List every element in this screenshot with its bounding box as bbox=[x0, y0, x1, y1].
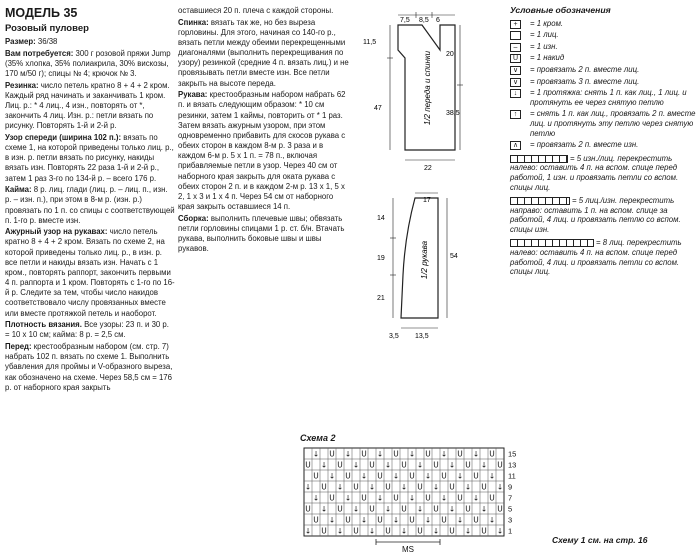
chart-stitch-symbol: ↓ bbox=[352, 504, 360, 514]
chart-stitch-symbol: ↓ bbox=[448, 460, 456, 470]
chart-stitch-symbol: U bbox=[425, 449, 431, 459]
legend-item bbox=[510, 53, 698, 63]
chart-stitch-symbol: ↓ bbox=[440, 493, 448, 503]
dim-sleeve-cap: 14 bbox=[377, 215, 385, 222]
chart-stitch-symbol: U bbox=[465, 504, 471, 514]
legend bbox=[510, 6, 698, 279]
legend-item-text: = снять 1 п. как лиц., провязать 2 п. вместе лиц. и протянуть эту петлю через снятую петлю bbox=[530, 109, 696, 138]
chart-stitch-symbol: ↓ bbox=[424, 515, 432, 525]
chart-stitch-symbol: ↓ bbox=[424, 471, 432, 481]
legend-symbol-icon bbox=[510, 31, 521, 40]
chart-stitch-symbol: U bbox=[361, 493, 367, 503]
legend-item bbox=[510, 42, 698, 52]
chart-stitch-symbol: ↓ bbox=[360, 471, 368, 481]
dim-sleeve-edge: 3,5 bbox=[389, 333, 399, 340]
chart-stitch-symbol: ↓ bbox=[368, 482, 376, 492]
chart-row-number: 3 bbox=[508, 515, 513, 525]
col1-paragraph-label: Ажурный узор на рукавах: bbox=[5, 227, 108, 237]
col2-paragraph-label: Спинка: bbox=[178, 17, 209, 27]
col1-body bbox=[5, 37, 175, 393]
col1-paragraph bbox=[5, 342, 175, 393]
chart-stitch-symbol: ↓ bbox=[320, 460, 328, 470]
chart-stitch-symbol: U bbox=[417, 482, 423, 492]
legend-item bbox=[510, 19, 698, 29]
col2-paragraph-text: выполнить плечевые швы; обвязать петли горловины спицами 1 р. ст. б/н. Втачать рукава, выполнить боковые швы и швы рукавов. bbox=[178, 213, 345, 254]
col1-paragraph-text: Все узоры: 23 п. и 30 р. = 10 x 10 см; кайма: 8 р. = 2,5 см. bbox=[5, 320, 169, 340]
legend-item bbox=[510, 65, 698, 75]
chart-stitch-symbol: U bbox=[449, 482, 455, 492]
legend-cable-item bbox=[510, 196, 698, 234]
chart-stitch-symbol: ↓ bbox=[464, 526, 472, 536]
chart-stitch-symbol: U bbox=[409, 471, 415, 481]
dim-top-3: 6 bbox=[436, 17, 440, 24]
col1-paragraph-text: 36/38 bbox=[35, 37, 58, 46]
legend-symbol-icon: ∨ bbox=[510, 66, 521, 75]
chart-stitch-symbol: ↓ bbox=[368, 526, 376, 536]
chart-stitch-symbol: ↓ bbox=[456, 515, 464, 525]
chart-stitch-symbol: ↓ bbox=[312, 449, 320, 459]
chart-stitch-symbol: U bbox=[369, 460, 375, 470]
cable-symbol-icon bbox=[510, 239, 594, 247]
col1-paragraph bbox=[5, 37, 175, 47]
chart-stitch-symbol: ↓ bbox=[416, 504, 424, 514]
chart-stitch-symbol: ↓ bbox=[432, 482, 440, 492]
col2-paragraph-text: оставшиеся 20 п. плеча с каждой стороны. bbox=[178, 6, 334, 15]
col1-paragraph-text: крестообразным набором (см. стр. 7) набрать 102 п. вязать по схеме 1. Выполнить убавления для проймы и V-образного выреза, как обозначено на схеме. Через 58,5 см = 176 р. от наборного края закрыть bbox=[5, 342, 173, 392]
chart-row-number: 7 bbox=[508, 493, 513, 503]
col2-paragraph bbox=[178, 214, 350, 255]
chart-stitch-symbol: ↓ bbox=[448, 504, 456, 514]
dim-top-2: 8,5 bbox=[419, 17, 429, 24]
chart-stitch-symbol: ↓ bbox=[400, 482, 408, 492]
col1-paragraph-text: 8 р. лиц. глади (лиц. р. – лиц. п., изн. р. – изн. п.), при этом в 8-м р. (изн. р.) провязать по 1 п. со спицы с соответствующей п. 1-го р. вместе изн. bbox=[5, 185, 175, 225]
legend-item-text: = 1 накид bbox=[530, 53, 565, 63]
col1-paragraph-text: число петель кратно 8 + 4 + 2 кром. Каждый ряд начинать и заканчивать 1 кром. Лиц. р.: * 4 лиц., 4 изн., повторять от *, закончить 4 лиц. Изн. р.: петли вязать по рисунку. Повторять 1-й и 2-й р. bbox=[5, 80, 170, 131]
dim-left-height: 47 bbox=[374, 105, 382, 112]
chart-stitch-symbol: ↓ bbox=[328, 515, 336, 525]
col1-paragraph bbox=[5, 185, 175, 226]
chart-stitch-symbol: U bbox=[337, 504, 343, 514]
footer-note: Схему 1 см. на стр. 16 bbox=[552, 535, 648, 545]
chart-title: Схема 2 bbox=[300, 433, 336, 443]
front-back-schema bbox=[360, 10, 470, 175]
sleeve-schema-label: 1/2 рукава bbox=[420, 240, 429, 280]
legend-items bbox=[510, 19, 698, 150]
legend-symbol-icon: ↓ bbox=[510, 89, 521, 98]
legend-title: Условные обозначения bbox=[510, 5, 611, 15]
chart-stitch-symbol: U bbox=[313, 471, 319, 481]
legend-cable-text: = 8 лиц. перекрестить налево: оставить 4 п. на вспом. спице перед работой, 4 лиц. и провязать петли со вспом. спицы лиц. bbox=[510, 238, 682, 277]
sleeve-schema bbox=[365, 190, 475, 345]
chart-stitch-symbol: ↓ bbox=[432, 526, 440, 536]
dim-sleeve-mid: 19 bbox=[377, 255, 385, 262]
chart-stitch-symbol: U bbox=[473, 515, 479, 525]
legend-item-text: = 1 кром. bbox=[530, 18, 564, 28]
legend-cables bbox=[510, 154, 698, 277]
dim-sleeve-low: 21 bbox=[377, 295, 385, 302]
chart-stitch-symbol: U bbox=[305, 504, 311, 514]
chart-stitch-symbol: U bbox=[457, 493, 463, 503]
chart-row-number: 5 bbox=[508, 504, 513, 514]
chart-stitch-symbol: ↓ bbox=[416, 460, 424, 470]
chart-stitch-symbol: U bbox=[433, 460, 439, 470]
chart-stitch-symbol: ↓ bbox=[464, 482, 472, 492]
legend-symbol-icon: ∧ bbox=[510, 141, 521, 150]
legend-cable-item bbox=[510, 154, 698, 192]
legend-item bbox=[510, 30, 698, 40]
dim-left-armhole: 11,5 bbox=[363, 39, 377, 46]
cable-symbol-icon bbox=[510, 155, 568, 163]
col2-paragraph-text: крестообразным набором набрать 62 п. и вязать следующим образом: * 10 см резинки, затем 1 каймы, повторить от * 1 раз. Затем вязать ажурным узором, при этом одновременно прибавить для скосов рукава с обеих сторон в каждом 8-м р. 3 раза и в каждом 6-м р. 5 x 1 п. = 78 п., включая прибавляемые петли в узор. Через 40 см от наборного края закрыть для оката рукава с обеих сторон 2 п. и в каждом 2-м р. 13 x 1, 5 x 2, 1 x 3 и 1 x 4 п. Через 54 см от наборного края закрыть оставшиеся 14 п. bbox=[178, 90, 346, 211]
chart-stitch-symbol: U bbox=[473, 471, 479, 481]
rapport-label: MS bbox=[402, 545, 414, 554]
legend-cable-text: = 5 изн./лиц. перекрестить налево: оставить 4 п. на вспом. спице перед работой, 1 изн. и провязать петли со вспом. спицы лиц. bbox=[510, 153, 679, 192]
col1-paragraph bbox=[5, 320, 175, 340]
chart-stitch-symbol: ↓ bbox=[408, 449, 416, 459]
chart-stitch-symbol: ↓ bbox=[304, 482, 312, 492]
front-schema-label: 1/2 переда и спинки bbox=[423, 50, 432, 126]
chart-stitch-symbol: U bbox=[329, 449, 335, 459]
chart-stitch-symbol: U bbox=[385, 526, 391, 536]
chart-stitch-symbol: U bbox=[321, 482, 327, 492]
col1-paragraph-label: Плотность вязания. bbox=[5, 320, 82, 330]
chart-stitch-symbol: U bbox=[401, 460, 407, 470]
chart-stitch-symbol: ↓ bbox=[384, 504, 392, 514]
chart-stitch-symbol: ↓ bbox=[480, 504, 488, 514]
instructions-column-1 bbox=[5, 6, 175, 394]
chart-stitch-symbol: U bbox=[417, 526, 423, 536]
chart-stitch-symbol: ↓ bbox=[408, 493, 416, 503]
col1-paragraph-label: Размер: bbox=[5, 37, 36, 46]
col1-paragraph-text: вязать по схеме 1, на которой приведены только лиц. р., в изн. р. петли вязать по рисунку, накиды вязать изн. Повторять 22 раза 1-й и 2-й р., затем 1 раз 3-го по 134-й р. – всего 176 р. bbox=[5, 132, 174, 183]
legend-item bbox=[510, 109, 698, 138]
chart-row-number: 9 bbox=[508, 482, 513, 492]
chart-stitch-symbol: ↓ bbox=[344, 449, 352, 459]
chart-stitch-symbol: U bbox=[313, 515, 319, 525]
chart-row-number: 11 bbox=[508, 471, 516, 481]
chart-row-number: 15 bbox=[508, 449, 517, 459]
chart-stitch-symbol: U bbox=[481, 526, 487, 536]
col1-paragraph-label: Резинка: bbox=[5, 80, 39, 90]
chart-stitch-symbol: U bbox=[481, 482, 487, 492]
chart-stitch-symbol: ↓ bbox=[472, 449, 480, 459]
col1-paragraph bbox=[5, 227, 175, 318]
legend-cable-text: = 5 лиц./изн. перекрестить направо: оставить 1 п. на вспом. спице за работой, 4 лиц. и провязать петлю со вспом. спицы изн. bbox=[510, 196, 681, 234]
chart-stitch-symbol: U bbox=[353, 482, 359, 492]
legend-cable-item bbox=[510, 238, 698, 276]
dim-bottom-width: 22 bbox=[424, 165, 432, 172]
legend-item-text: = провязать 2 п. вместе лиц. bbox=[530, 64, 640, 74]
col1-paragraph bbox=[5, 49, 175, 79]
model-subtitle: Розовый пуловер bbox=[5, 23, 89, 34]
legend-item bbox=[510, 88, 698, 107]
col2-paragraph-text: вязать так же, но без выреза горловины. Для этого, начиная со 140-го р., вязать петли между обеими перекрещенными диагоналями (выполнить перекрещивания по узору) резинкой (средние 4 п. вязать лиц.) и не провязывать петли вместе изн. Все петли закрыть на высоте переда. bbox=[178, 17, 349, 88]
legend-item-text: = 1 изн. bbox=[530, 41, 558, 51]
chart-stitch-symbol: U bbox=[337, 460, 343, 470]
chart-stitch-symbol: U bbox=[361, 449, 367, 459]
legend-item bbox=[510, 77, 698, 87]
lace-chart bbox=[300, 444, 530, 556]
chart-row-number: 13 bbox=[508, 460, 517, 470]
chart-stitch-symbol: ↓ bbox=[488, 515, 496, 525]
chart-stitch-symbol: U bbox=[369, 504, 375, 514]
dim-right-body: 38,5 bbox=[446, 110, 460, 117]
chart-stitch-symbol: U bbox=[497, 504, 503, 514]
chart-stitch-symbol: U bbox=[465, 460, 471, 470]
chart-stitch-symbol: ↓ bbox=[480, 460, 488, 470]
col2-paragraph bbox=[178, 90, 350, 212]
chart-stitch-symbol: ↓ bbox=[392, 471, 400, 481]
chart-stitch-symbol: U bbox=[497, 460, 503, 470]
chart-stitch-symbol: ↓ bbox=[496, 526, 504, 536]
legend-symbol-icon: + bbox=[510, 20, 521, 29]
dim-top-1: 7,5 bbox=[400, 17, 410, 24]
chart-stitch-symbol: ↓ bbox=[360, 515, 368, 525]
chart-stitch-symbol: U bbox=[345, 515, 351, 525]
chart-stitch-symbol: U bbox=[321, 526, 327, 536]
chart-stitch-symbol: ↓ bbox=[352, 460, 360, 470]
chart-stitch-symbol: ↓ bbox=[376, 493, 384, 503]
col1-paragraph-label: Перед: bbox=[5, 342, 32, 352]
chart-stitch-symbol: U bbox=[441, 471, 447, 481]
legend-symbol-icon: ∨ bbox=[510, 78, 521, 87]
chart-stitch-symbol: ↓ bbox=[336, 482, 344, 492]
chart-stitch-symbol: U bbox=[377, 515, 383, 525]
chart-stitch-symbol: ↓ bbox=[320, 504, 328, 514]
chart-stitch-symbol: ↓ bbox=[488, 471, 496, 481]
col2-paragraph-label: Рукава: bbox=[178, 90, 208, 100]
chart-stitch-symbol: ↓ bbox=[400, 526, 408, 536]
chart-stitch-symbol: ↓ bbox=[440, 449, 448, 459]
chart-stitch-symbol: U bbox=[401, 504, 407, 514]
chart-stitch-symbol: ↓ bbox=[456, 471, 464, 481]
chart-stitch-symbol: ↓ bbox=[312, 493, 320, 503]
chart-stitch-symbol: ↓ bbox=[328, 471, 336, 481]
chart-stitch-symbol: U bbox=[345, 471, 351, 481]
chart-stitch-symbol: ↓ bbox=[496, 482, 504, 492]
chart-stitch-symbol: U bbox=[377, 471, 383, 481]
dim-sleeve-length: 54 bbox=[450, 253, 458, 260]
legend-item-text: = 1 протяжка: снять 1 п. как лиц., 1 лиц. и протянуть ее через снятую петлю bbox=[530, 88, 687, 107]
legend-symbol-icon: ↑ bbox=[510, 110, 521, 119]
col1-paragraph-label: Вам потребуется: bbox=[5, 48, 74, 58]
chart-stitch-symbol: U bbox=[433, 504, 439, 514]
chart-stitch-symbol: ↓ bbox=[384, 460, 392, 470]
col1-paragraph-label: Кайма: bbox=[5, 185, 32, 195]
legend-symbol-icon: U bbox=[510, 54, 521, 63]
chart-stitch-symbol: ↓ bbox=[304, 526, 312, 536]
chart-stitch-symbol: ↓ bbox=[336, 526, 344, 536]
col1-paragraph bbox=[5, 81, 175, 132]
chart-row-number: 1 bbox=[508, 526, 513, 536]
chart-stitch-symbol: U bbox=[449, 526, 455, 536]
chart-stitch-symbol: U bbox=[393, 449, 399, 459]
chart-stitch-symbol: U bbox=[329, 493, 335, 503]
chart-stitch-symbol: U bbox=[409, 515, 415, 525]
dim-sleeve-bottom: 13,5 bbox=[415, 333, 429, 340]
chart-stitch-symbol: U bbox=[489, 493, 495, 503]
model-title: МОДЕЛЬ 35 bbox=[5, 6, 78, 20]
col1-paragraph-text: число петель кратно 8 + 4 + 2 кром. Вязать по схеме 2, на которой приведены только лиц. р., в изн. р. все петли и накиды вязать изн. Начать с 1 кром., повторять раппорт, закончить первыми 4 п. раппорта и 1 кром. Повторять с 1-го по 16-й р. Следите за тем, чтобы число накидов соответствовало числу провязанных вместе или вместе протяжкой петель и наоборот. bbox=[5, 227, 175, 318]
chart-stitch-symbol: U bbox=[353, 526, 359, 536]
cable-symbol-icon bbox=[510, 197, 570, 205]
chart-stitch-symbol: ↓ bbox=[376, 449, 384, 459]
chart-stitch-symbol: ↓ bbox=[392, 515, 400, 525]
chart-stitch-symbol: U bbox=[441, 515, 447, 525]
col1-paragraph-label: Узор спереди (ширина 102 п.): bbox=[5, 132, 122, 142]
chart-stitch-symbol: ↓ bbox=[472, 493, 480, 503]
chart-stitch-symbol: U bbox=[385, 482, 391, 492]
chart-stitch-symbol: U bbox=[305, 460, 311, 470]
col1-paragraph-text: 300 г розовой пряжи Jump (35% хлопка, 35% полиакрила, 30% вискозы, 170 м/50 г); спицы № 4; крючок № 3. bbox=[5, 48, 171, 78]
legend-item bbox=[510, 140, 698, 150]
legend-symbol-icon: – bbox=[510, 43, 521, 52]
legend-item-text: = провязать 2 п. вместе изн. bbox=[530, 140, 639, 150]
dim-right-neck: 20 bbox=[446, 51, 454, 58]
dim-sleeve-top: 17 bbox=[423, 197, 431, 204]
instructions-column-2 bbox=[178, 6, 350, 256]
chart-stitch-symbol: ↓ bbox=[344, 493, 352, 503]
col2-paragraph bbox=[178, 6, 350, 16]
col2-paragraph-label: Сборка: bbox=[178, 213, 209, 223]
col1-paragraph bbox=[5, 133, 175, 184]
chart-stitch-symbol: U bbox=[489, 449, 495, 459]
chart-stitch-symbol: U bbox=[457, 449, 463, 459]
chart-stitch-symbol: U bbox=[393, 493, 399, 503]
col2-paragraph bbox=[178, 18, 350, 89]
legend-item-text: = провязать 3 п. вместе лиц. bbox=[530, 76, 640, 86]
chart-stitch-symbol: U bbox=[425, 493, 431, 503]
col2-body bbox=[178, 6, 350, 254]
legend-item-text: = 1 лиц. bbox=[530, 30, 559, 40]
